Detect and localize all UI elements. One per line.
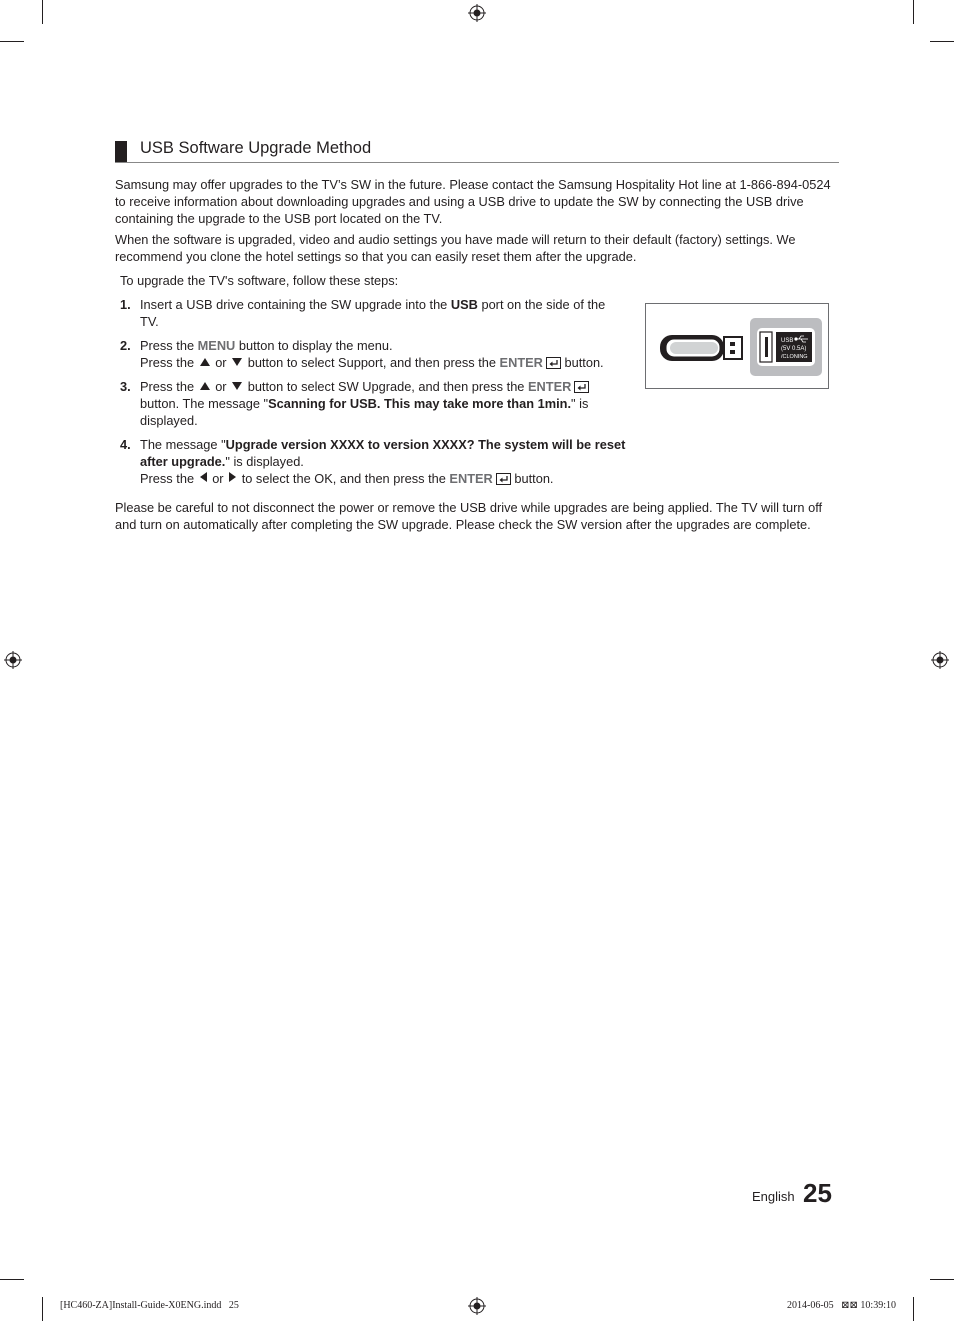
step-number: 1.	[120, 297, 131, 312]
crop-mark	[930, 41, 954, 42]
step-number: 4.	[120, 437, 131, 452]
print-timestamp: 2014-06-05 ⊠⊠ 10:39:10	[787, 1300, 896, 1311]
footer-language: English	[752, 1189, 795, 1204]
enter-keyword: ENTER	[527, 379, 572, 394]
crop-mark	[42, 1297, 43, 1321]
step-number: 3.	[120, 379, 131, 394]
intro-paragraph: When the software is upgraded, video and audio settings you have made will return to their default (factory) settings. We recommend you clone the hotel settings so that you can easily reset them after the upgrade.	[115, 232, 796, 264]
message-text: Upgrade version XXXX to version XXXX? The system will be reset after upgrade.	[140, 437, 626, 469]
port-label: /CLONING	[781, 354, 808, 360]
down-arrow-icon	[232, 382, 242, 390]
intro-paragraph: Samsung may offer upgrades to the TV’s SW in the future. Please contact the Samsung Hospitality Hot line at 1-866-894-0524 to receive information about downloading upgrades and using a USB drive to update the SW by connecting the USB drive containing the upgrade to the USB port located on the TV.	[115, 177, 831, 226]
up-arrow-icon	[200, 358, 210, 366]
down-arrow-icon	[232, 358, 242, 366]
crop-mark	[913, 0, 914, 24]
crop-mark	[0, 41, 24, 42]
port-label: (5V 0.5A)	[781, 346, 807, 352]
page-number: 25	[803, 1178, 832, 1208]
usb-drive-illustration	[646, 304, 828, 388]
enter-icon	[496, 473, 511, 485]
registration-mark-icon	[4, 651, 22, 669]
message-text: Scanning for USB. This may take more than 1min.	[268, 396, 572, 411]
usb-illustration	[645, 303, 829, 389]
registration-mark-icon	[468, 1297, 486, 1315]
enter-keyword: ENTER	[449, 471, 493, 486]
up-arrow-icon	[200, 382, 210, 390]
left-arrow-icon	[200, 472, 207, 482]
crop-mark	[0, 1279, 24, 1280]
registration-mark-icon	[931, 651, 949, 669]
steps-intro: To upgrade the TV's software, follow these steps:	[120, 273, 399, 288]
crop-mark	[42, 0, 43, 24]
enter-icon	[546, 357, 561, 369]
enter-keyword: ENTER	[499, 355, 543, 370]
enter-icon	[574, 381, 589, 393]
closing-paragraph: Please be careful to not disconnect the power or remove the USB drive while upgrades are being applied. The TV will turn off and turn on automatically after completing the SW upgrade. Please check the SW version after the upgrades are complete.	[115, 500, 823, 532]
file-slug: [HC460-ZA]Install-Guide-X0ENG.indd 25	[60, 1300, 239, 1311]
step-item: 2. Press the MENU button to display the menu. Press the or button to select Support, and then press the ENTER button.	[120, 338, 604, 370]
usb-keyword: USB	[450, 297, 478, 312]
port-label: USB	[781, 338, 794, 344]
crop-mark	[930, 1279, 954, 1280]
crop-mark	[913, 1297, 914, 1321]
heading-marker	[115, 141, 127, 163]
step-number: 2.	[120, 338, 131, 353]
right-arrow-icon	[229, 472, 236, 482]
menu-keyword: MENU	[197, 338, 236, 353]
step-item: 1. Insert a USB drive containing the SW upgrade into the USB port on the side of the TV.	[120, 297, 606, 329]
step-item: 4. The message "Upgrade version XXXX to version XXXX? The system will be reset after upgrade." is displayed. Press the or to select the OK, and then press the ENTER button.	[120, 437, 626, 486]
step-item: 3. Press the or button to select SW Upgrade, and then press the ENTER button. The message "Scanning for USB. This may take more than 1min." is displayed.	[120, 379, 589, 428]
registration-mark-icon	[468, 4, 486, 22]
section-title: USB Software Upgrade Method	[140, 139, 372, 157]
heading-rule	[115, 162, 839, 163]
